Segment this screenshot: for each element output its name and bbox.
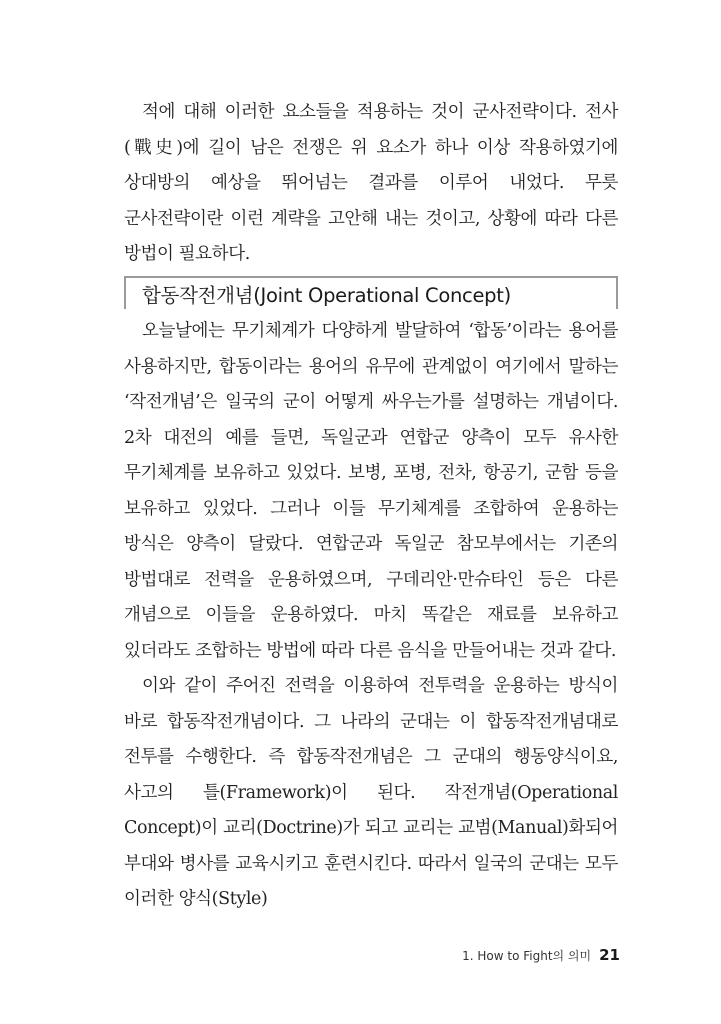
- section-heading: 합동작전개념(Joint Operational Concept): [124, 276, 618, 309]
- page-number: 21: [599, 946, 620, 964]
- body-paragraph-2: 이와 같이 주어진 전력을 이용하여 전투력을 운용하는 방식이 바로 합동작전개념이다. 그 나라의 군대는 이 합동작전개념대로 전투를 수행한다. 즉 합동작전개념은 그 군대의 행동양식이요, 사고의 틀(Framework)이 된다. 작전개념(Operational Concept)이 교리(Doctrine)가 되고 교리는 교범(Manual)화되어 부대와 병사를 교육시키고 훈련시킨다. 따라서 일국의 군대는 모두 이러한 양식(Style): [124, 676, 618, 909]
- intro-paragraph: 적에 대해 이러한 요소들을 적용하는 것이 군사전략이다. 전사(戰史)에 길이 남은 전쟁은 위 요소가 하나 이상 작용하였기에 상대방의 예상을 뛰어넘는 결과를 이루어 내었다. 무릇 군사전략이란 이런 계략을 고안해 내는 것이고, 상황에 따라 다른 방법이 필요하다.: [124, 102, 618, 264]
- running-footer-title: 1. How to Fight의 의미: [462, 949, 592, 963]
- section-body: [124, 314, 618, 918]
- page-footer: [462, 946, 620, 968]
- body-paragraph-1: 오늘날에는 무기체계가 다양하게 발달하여 ‘합동’이라는 용어를 사용하지만, 합동이라는 용어의 유무에 관계없이 여기에서 말하는 ‘작전개념’은 일국의 군이 어떻게 싸우는가를 설명하는 개념이다. 2차 대전의 예를 들면, 독일군과 연합군 양측이 모두 유사한 무기체계를 보유하고 있었다. 보병, 포병, 전차, 항공기, 군함 등을 보유하고 있었다. 그러나 이들 무기체계를 조합하여 운용하는 방식은 양측이 달랐다. 연합군과 독일군 참모부에서는 기존의 방법대로 전력을 운용하였으며, 구데리안·만슈타인 등은 다른 개념으로 이들을 운용하였다. 마치 똑같은 재료를 보유하고 있더라도 조합하는 방법에 따라 다른 음식을 만들어내는 것과 같다.: [124, 321, 618, 661]
- intro-text-block: [124, 95, 618, 273]
